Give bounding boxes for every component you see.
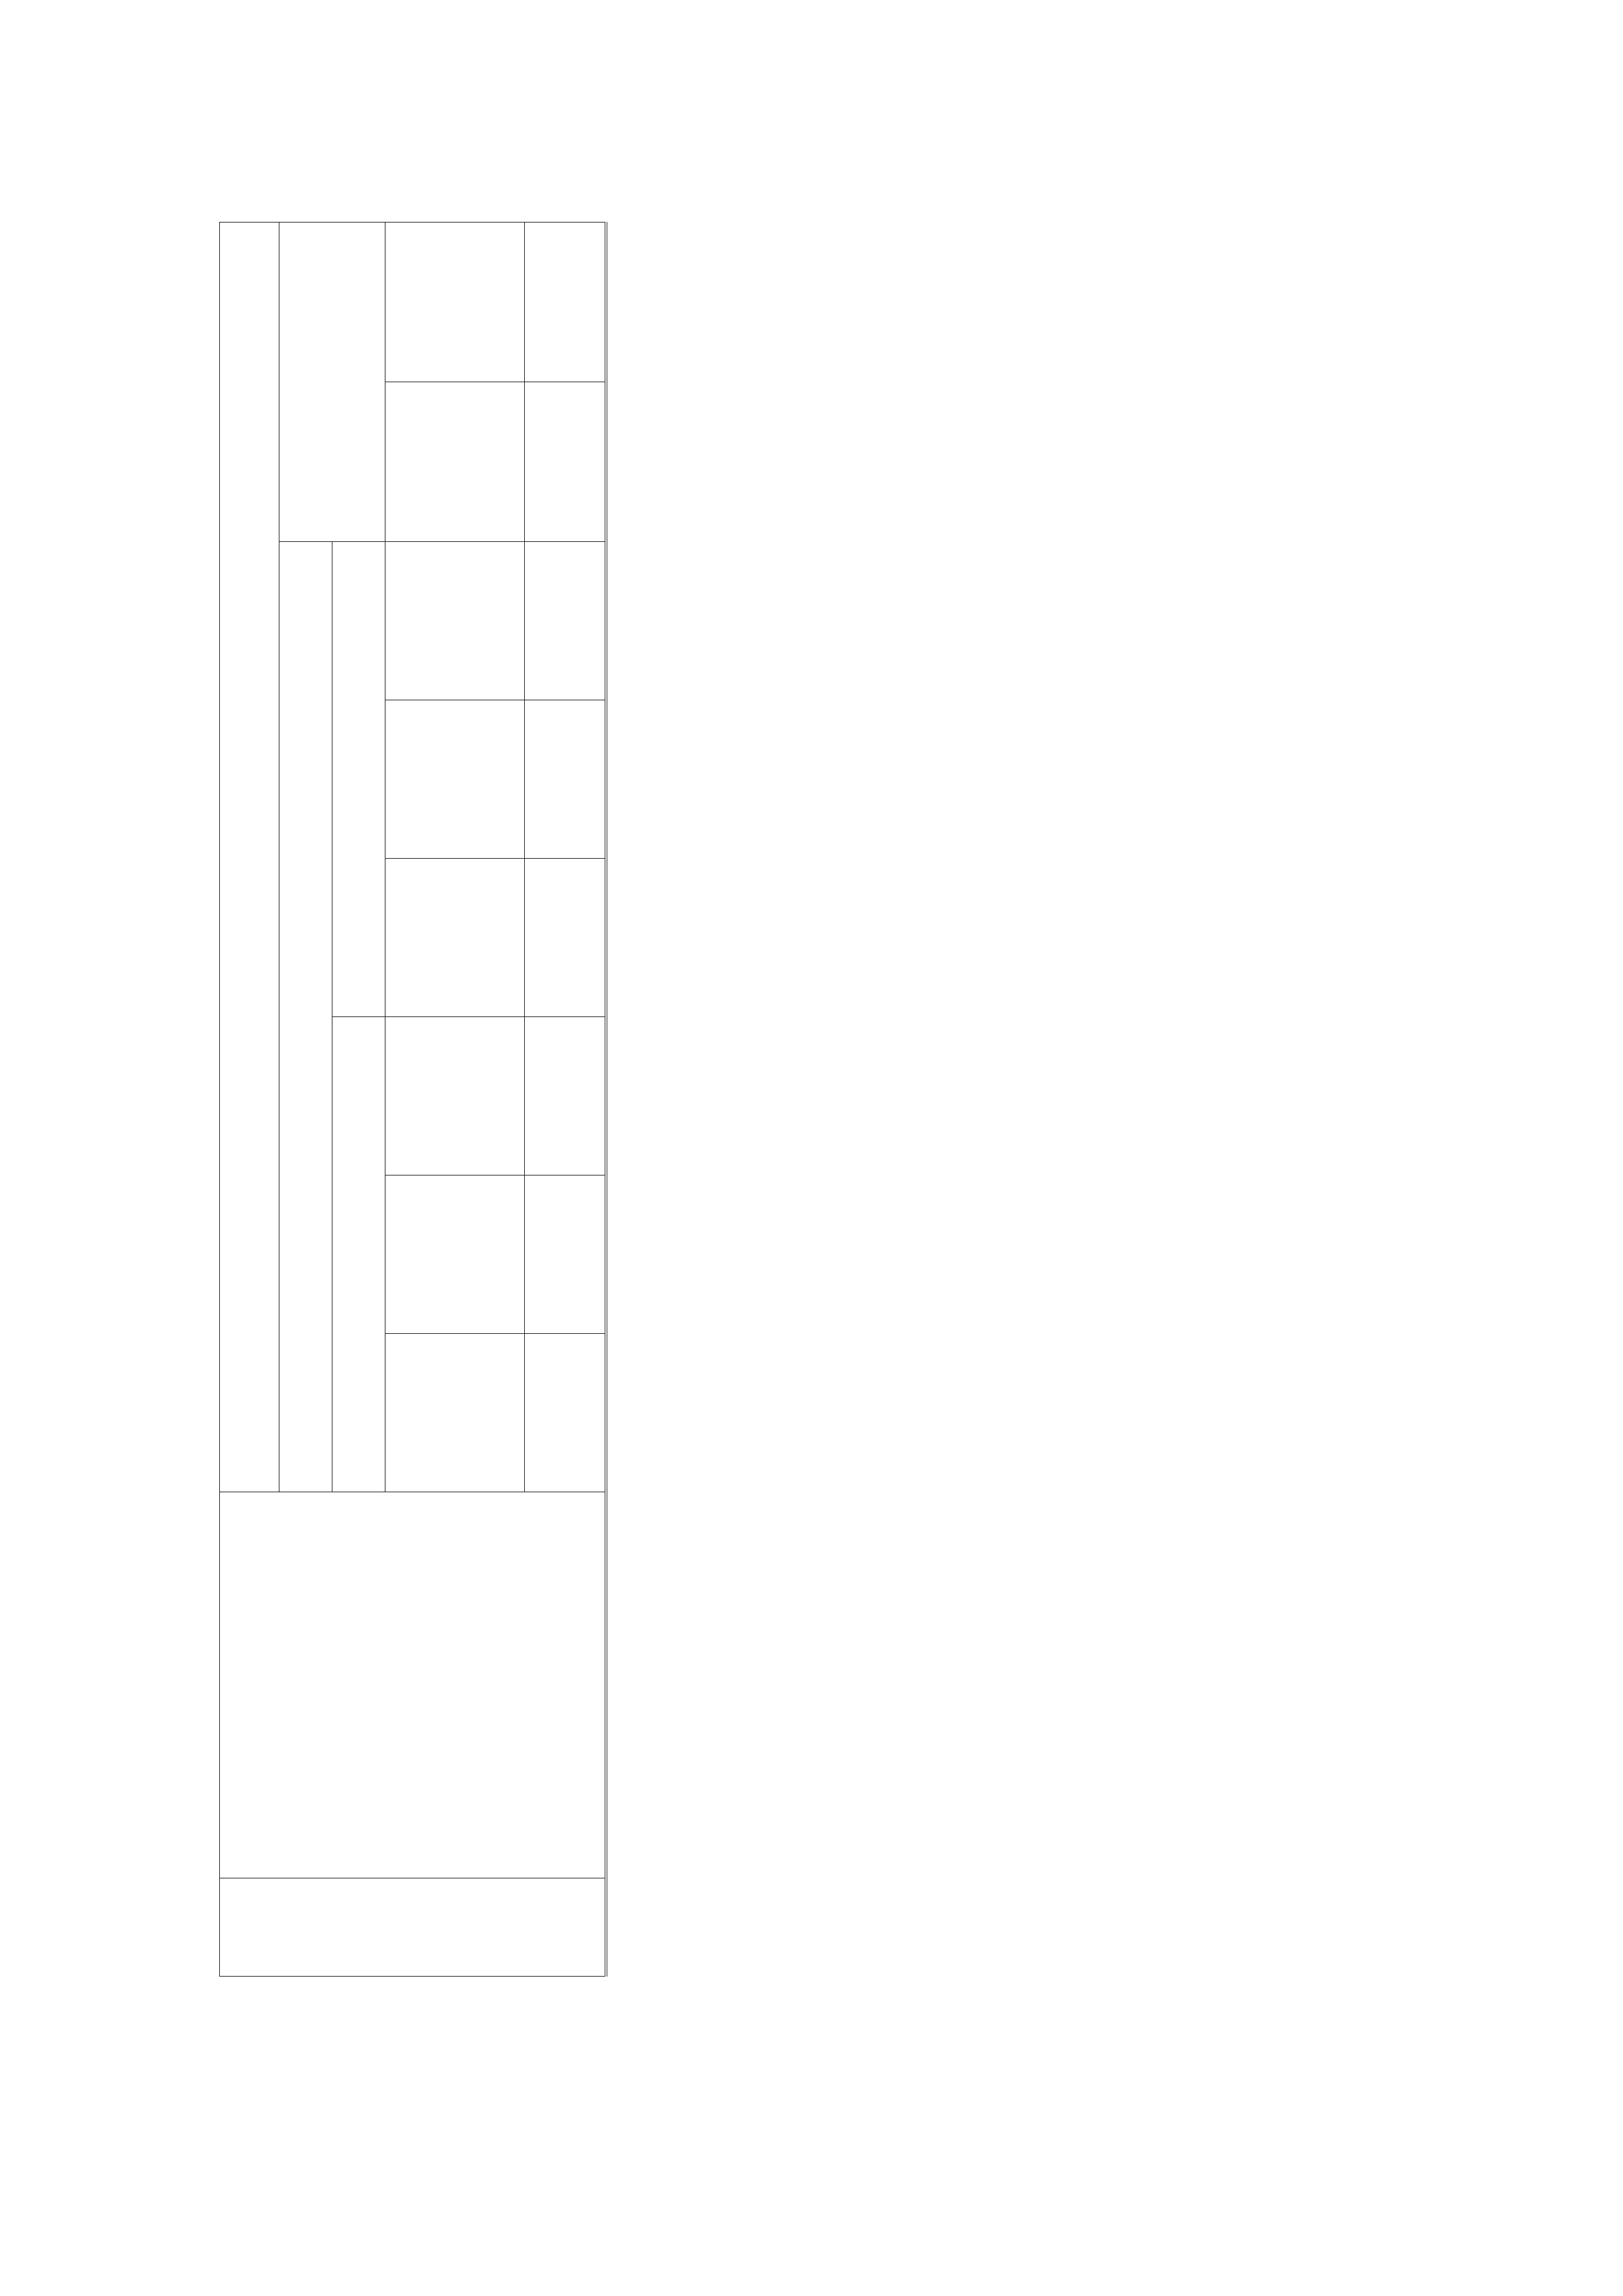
header-col	[385, 1175, 525, 1334]
header-name	[220, 1492, 607, 1878]
header-code	[525, 542, 607, 700]
header-col	[385, 1017, 525, 1175]
header-col	[385, 542, 525, 700]
header-col	[385, 1334, 525, 1492]
header-col	[385, 382, 525, 542]
header-sport	[279, 223, 385, 542]
header-code	[525, 1175, 607, 1334]
header-code	[525, 1017, 607, 1175]
header-col	[385, 223, 525, 382]
header-col	[385, 859, 525, 1017]
header-hunting	[279, 542, 332, 1492]
weight-coefficient-table	[219, 222, 607, 1977]
header-code	[525, 1334, 607, 1492]
header-coefficient	[220, 223, 279, 1492]
header-num	[220, 1878, 607, 1977]
header-commercial-hunting	[332, 1017, 385, 1492]
header-col	[385, 700, 525, 859]
header-amateur-hunting	[332, 542, 385, 1017]
header-code	[525, 700, 607, 859]
header-code	[525, 382, 607, 542]
header-code	[525, 859, 607, 1017]
rotated-table-sheet	[137, 223, 1440, 1977]
header-code	[525, 223, 607, 382]
